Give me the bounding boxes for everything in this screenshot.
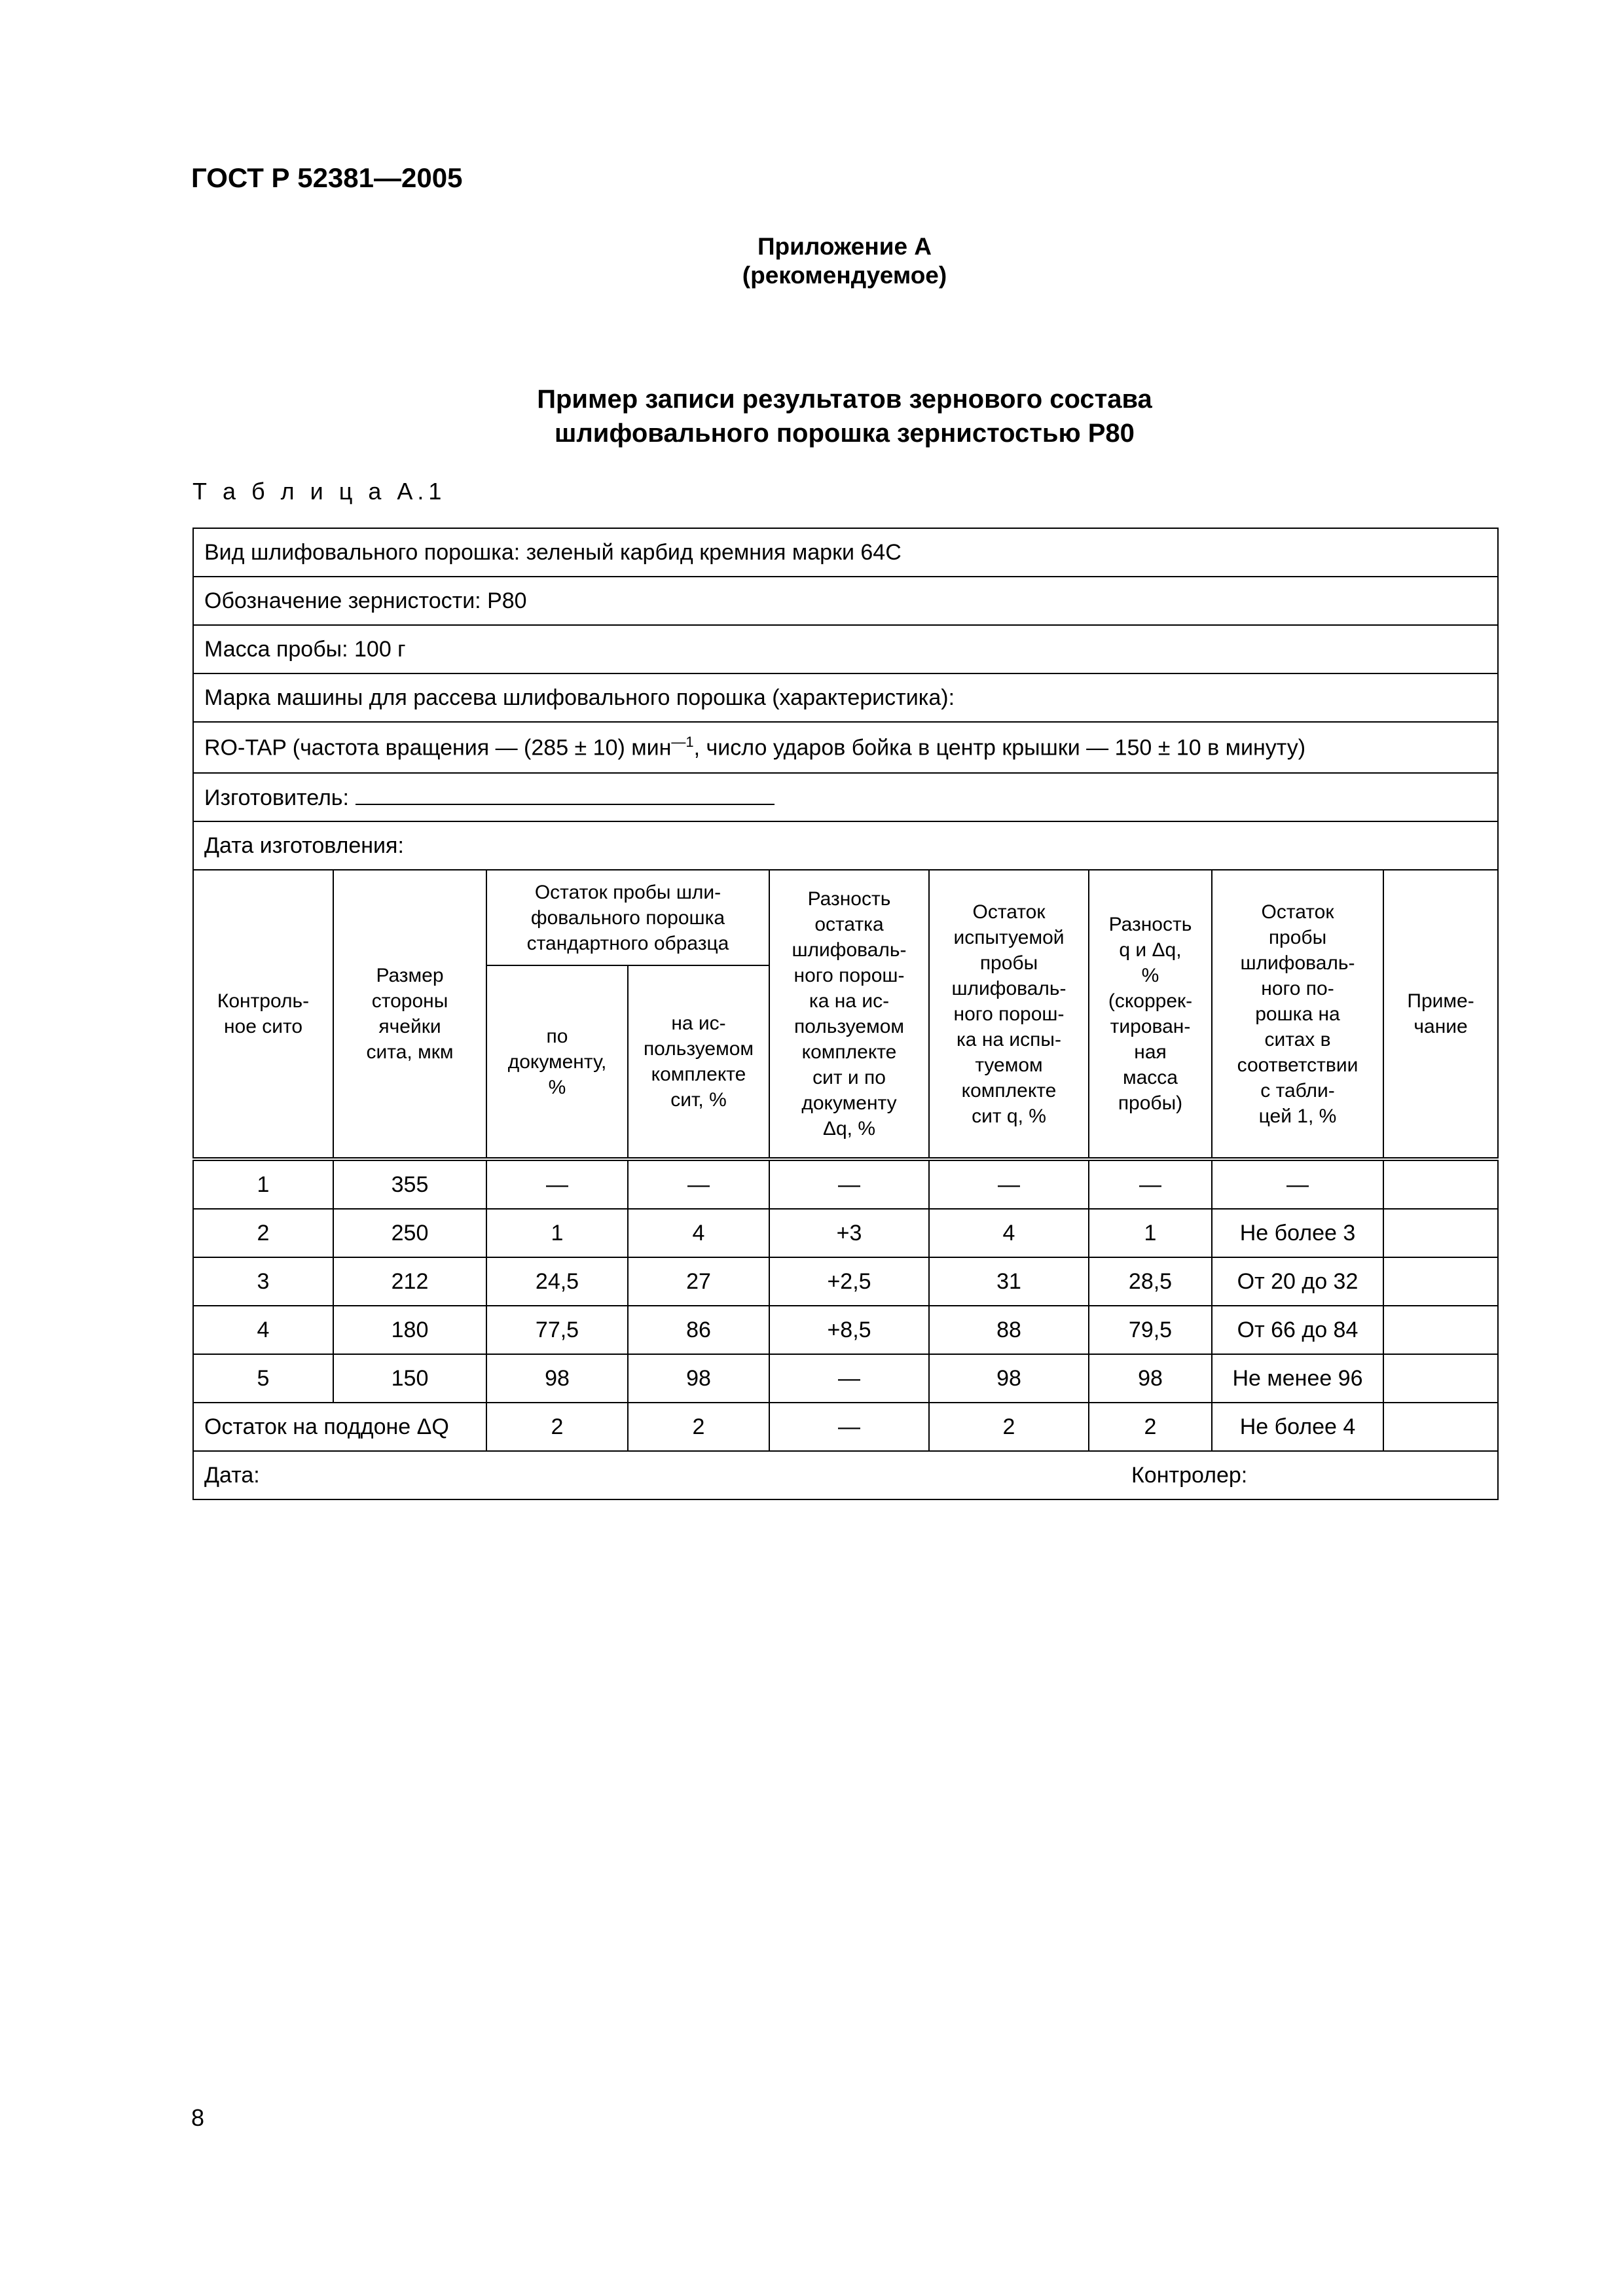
- header-text-line: Размер: [376, 965, 444, 986]
- col-header-by-document: [486, 965, 628, 1159]
- table-cell: 98: [628, 1354, 769, 1403]
- header-text-line: ное сито: [223, 1016, 303, 1037]
- header-text-line: сита, мкм: [366, 1041, 454, 1063]
- header-text-line: Разность: [1108, 914, 1192, 935]
- table-cell: 98: [486, 1354, 628, 1403]
- table-cell: —: [1089, 1159, 1212, 1209]
- table-cell: Не более 3: [1212, 1209, 1383, 1257]
- table-cell: 150: [333, 1354, 486, 1403]
- table-row: [193, 1354, 1498, 1403]
- col-header-diff-q-dq: [1089, 870, 1212, 1159]
- manufacturer-blank-line: [356, 784, 775, 805]
- header-text-line: сит, %: [670, 1089, 727, 1111]
- table-cell: 27: [628, 1257, 769, 1306]
- col-header-sieve: [193, 870, 333, 1159]
- header-text-line: документу: [801, 1092, 897, 1114]
- header-text-line: шлифоваль-: [1240, 952, 1355, 974]
- grit-designation-row: Обозначение зернистости: Р80: [193, 577, 1498, 625]
- header-text-line: Приме-: [1407, 990, 1474, 1012]
- table-cell: 24,5: [486, 1257, 628, 1306]
- col-header-mesh-size: [333, 870, 486, 1159]
- header-text-line: пользуемом: [643, 1038, 754, 1060]
- col-header-in-used-set: [628, 965, 769, 1159]
- table-cell: 1: [486, 1209, 628, 1257]
- table-cell: 1: [193, 1159, 333, 1209]
- rotap-row: [193, 722, 1498, 773]
- table-cell: 2: [1089, 1403, 1212, 1451]
- table-row: [193, 1257, 1498, 1306]
- header-text-line: документу,: [507, 1050, 607, 1073]
- manufacturer-row: [193, 773, 1498, 821]
- header-text-line: чание: [1413, 1016, 1468, 1037]
- table-cell: 5: [193, 1354, 333, 1403]
- table-label: Т а б л и ц а А.1: [192, 478, 447, 505]
- table-row: [193, 1209, 1498, 1257]
- table-cell: [1383, 1257, 1498, 1306]
- header-text-line: рошка на: [1255, 1003, 1340, 1025]
- header-text-line: %: [548, 1076, 566, 1098]
- header-text-line: масса: [1123, 1067, 1178, 1088]
- table-cell: 79,5: [1089, 1306, 1212, 1354]
- date-label: Дата:: [204, 1462, 260, 1488]
- table-cell: +3: [769, 1209, 929, 1257]
- col-header-difference: [769, 870, 929, 1159]
- table-cell: 2: [628, 1403, 769, 1451]
- table-cell: 86: [628, 1306, 769, 1354]
- sample-mass-row: Масса пробы: 100 г: [193, 625, 1498, 673]
- header-text-line: Остаток пробы шли-: [534, 881, 721, 903]
- header-text-line: ка на ис-: [809, 990, 890, 1012]
- table-cell: 250: [333, 1209, 486, 1257]
- standard-code: ГОСТ Р 52381—2005: [191, 162, 463, 193]
- rotap-text-1: RO-TAP (частота вращения — (285 ± 10) мин: [204, 735, 672, 761]
- pan-residue-label: Остаток на поддоне ΔQ: [193, 1403, 486, 1451]
- header-text-line: на ис-: [671, 1013, 726, 1034]
- table-cell: —: [628, 1159, 769, 1209]
- table-cell: —: [769, 1403, 929, 1451]
- header-text-line: пробы: [979, 952, 1038, 974]
- table-cell: От 20 до 32: [1212, 1257, 1383, 1306]
- table-cell: 28,5: [1089, 1257, 1212, 1306]
- document-title-line2: шлифовального порошка зернистостью Р80: [555, 419, 1135, 448]
- header-text-line: испытуемой: [953, 926, 1065, 948]
- header-text-line: туемом: [975, 1054, 1043, 1076]
- col-header-residue-per-table: [1212, 870, 1383, 1159]
- table-cell: 77,5: [486, 1306, 628, 1354]
- table-cell: 2: [929, 1403, 1089, 1451]
- header-text-line: сит q, %: [972, 1105, 1046, 1127]
- header-text-line: пробы): [1118, 1092, 1183, 1114]
- table-cell: 1: [1089, 1209, 1212, 1257]
- header-text-line: ка на испы-: [957, 1028, 1061, 1050]
- header-text-line: q и Δq,: [1119, 939, 1182, 961]
- machine-brand-row: Марка машины для рассева шлифовального порошка (характеристика):: [193, 673, 1498, 722]
- header-text-line: (скоррек-: [1108, 990, 1193, 1012]
- header-text-line: пробы: [1268, 926, 1327, 948]
- table-cell: +8,5: [769, 1306, 929, 1354]
- table-cell: [1383, 1159, 1498, 1209]
- rotap-text-2: , число ударов бойка в центр крышки — 150 ± 10 в минуту): [693, 735, 1306, 761]
- table-row: [193, 1306, 1498, 1354]
- footer-cell: [193, 1451, 1498, 1499]
- table-cell: [1383, 1354, 1498, 1403]
- table-cell: —: [929, 1159, 1089, 1209]
- table-cell: 98: [929, 1354, 1089, 1403]
- header-text-line: шлифоваль-: [792, 939, 907, 961]
- manufacturer-label: Изготовитель:: [204, 785, 349, 810]
- table-cell: 98: [1089, 1354, 1212, 1403]
- header-text-line: ная: [1134, 1041, 1167, 1063]
- page-number: 8: [191, 2104, 205, 2131]
- footer-row: [193, 1451, 1498, 1499]
- header-text-line: соответствии: [1237, 1054, 1359, 1076]
- table-cell: [1383, 1209, 1498, 1257]
- header-text-line: комплекте: [801, 1041, 897, 1063]
- header-text-line: с табли-: [1260, 1079, 1335, 1102]
- table-cell: 180: [333, 1306, 486, 1354]
- header-text-line: ного по-: [1261, 977, 1334, 999]
- table-cell: 212: [333, 1257, 486, 1306]
- header-text-line: стандартного образца: [526, 932, 729, 954]
- header-text-line: ного порош-: [953, 1003, 1065, 1025]
- table-cell: 31: [929, 1257, 1089, 1306]
- rotap-exponent: —1: [671, 734, 694, 751]
- table-cell: —: [486, 1159, 628, 1209]
- appendix-title: Приложение А: [757, 233, 932, 260]
- table-cell: 355: [333, 1159, 486, 1209]
- table-cell: Не менее 96: [1212, 1354, 1383, 1403]
- header-text-line: Δq, %: [822, 1118, 876, 1139]
- header-text-line: комплекте: [651, 1064, 746, 1085]
- table-cell: 3: [193, 1257, 333, 1306]
- table-cell: От 66 до 84: [1212, 1306, 1383, 1354]
- header-text-line: Остаток: [1261, 901, 1334, 923]
- table-cell: 88: [929, 1306, 1089, 1354]
- table-cell: +2,5: [769, 1257, 929, 1306]
- pan-residue-row: [193, 1403, 1498, 1451]
- table-cell: 4: [929, 1209, 1089, 1257]
- table-cell: [1383, 1306, 1498, 1354]
- header-text-line: комплекте: [961, 1079, 1057, 1102]
- header-text-line: стороны: [371, 990, 448, 1012]
- table-cell: —: [769, 1159, 929, 1209]
- powder-type-row: Вид шлифовального порошка: зеленый карбид кремния марки 64С: [193, 528, 1498, 577]
- header-text-line: цей 1, %: [1258, 1105, 1337, 1127]
- table-cell: [1383, 1403, 1498, 1451]
- col-header-standard-residue: [486, 870, 769, 965]
- table-cell: —: [1212, 1159, 1383, 1209]
- header-text-line: %: [1141, 965, 1159, 986]
- table-row: [193, 1159, 1498, 1209]
- table-cell: 4: [628, 1209, 769, 1257]
- header-text-line: пользуемом: [793, 1016, 905, 1037]
- document-title-line1: Пример записи результатов зернового состава: [537, 385, 1152, 414]
- header-text-line: шлифоваль-: [951, 977, 1067, 999]
- header-text-line: Контроль-: [217, 990, 310, 1012]
- header-text-line: ситах в: [1264, 1028, 1331, 1050]
- header-text-line: остатка: [814, 914, 884, 935]
- header-text-line: Остаток: [972, 901, 1046, 923]
- header-text-line: по: [546, 1025, 568, 1047]
- header-text-line: ячейки: [378, 1016, 441, 1037]
- header-text-line: сит и по: [812, 1067, 886, 1088]
- appendix-type: (рекомендуемое): [742, 262, 947, 289]
- header-text-line: фовального порошка: [530, 906, 725, 929]
- col-header-tested-residue: [929, 870, 1089, 1159]
- results-table: [192, 528, 1499, 1500]
- header-text-line: ного порош-: [793, 965, 905, 986]
- table-cell: 2: [486, 1403, 628, 1451]
- table-cell: 4: [193, 1306, 333, 1354]
- controller-label: Контролер:: [1131, 1462, 1248, 1488]
- header-text-line: Разность: [807, 888, 891, 910]
- header-text-line: тирован-: [1110, 1016, 1191, 1037]
- table-cell: 2: [193, 1209, 333, 1257]
- col-header-note: [1383, 870, 1498, 1159]
- manufacture-date-row: Дата изготовления:: [193, 821, 1498, 870]
- table-cell: —: [769, 1354, 929, 1403]
- table-cell: Не более 4: [1212, 1403, 1383, 1451]
